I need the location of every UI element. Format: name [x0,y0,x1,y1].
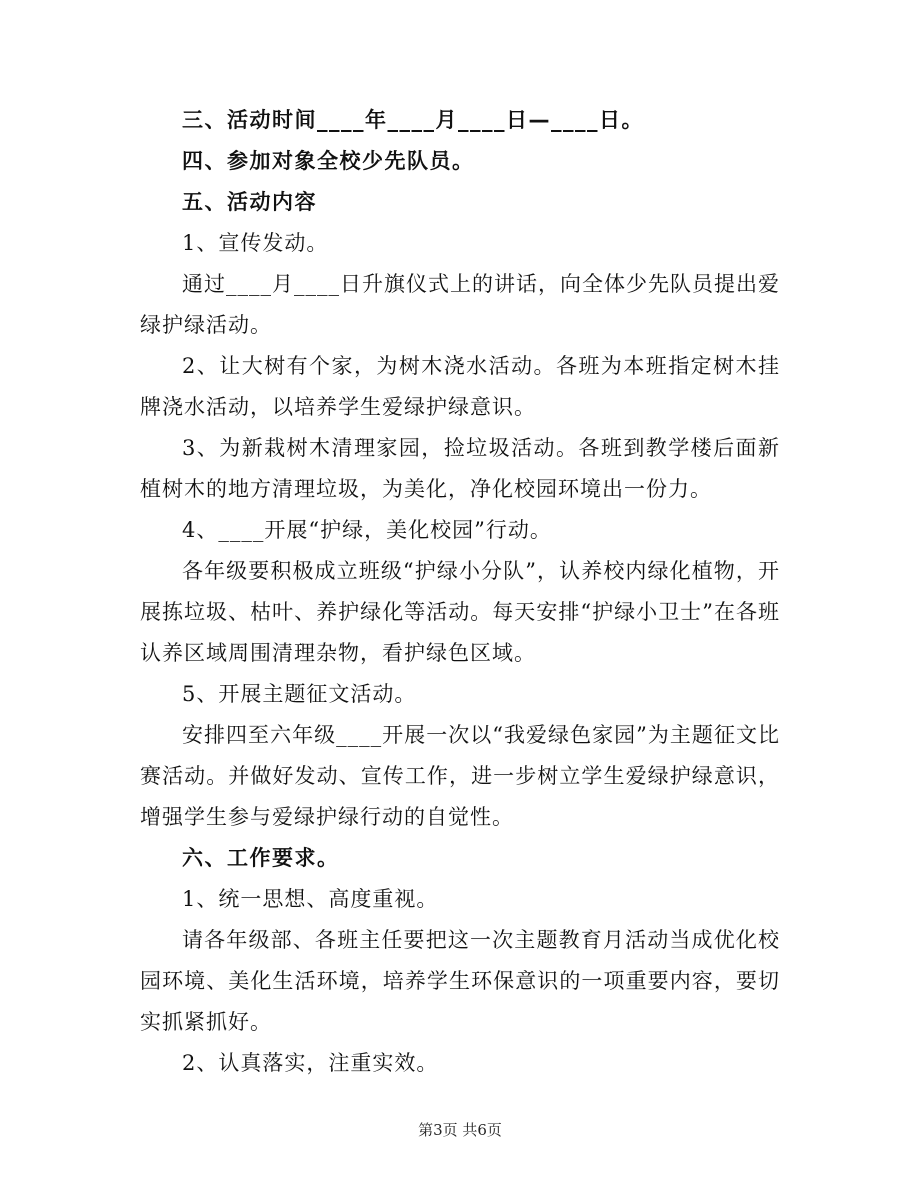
item-5-body: 安排四至六年级____开展一次以“我爱绿色家园”为主题征文比赛活动。并做好发动、宣传工作，进一步树立学生爱绿护绿意识，增强学生参与爱绿护绿行动的自觉性。 [140,723,780,829]
item-4-body: 各年级要积极成立班级“护绿小分队”，认养校内绿化植物，开展拣垃圾、枯叶、养护绿化等活动。每天安排“护绿小卫士”在各班认养区域周围清理杂物，看护绿色区域。 [140,559,780,665]
item-2: 2、让大树有个家，为树木浇水活动。各班为本班指定树木挂牌浇水活动，以培养学生爱绿护绿意识。 [140,354,780,419]
requirement-1-title: 1、统一思想、高度重视。 [182,887,439,911]
heading-activity-content: 五、活动内容 [182,190,317,214]
heading-participants: 四、参加对象全校少先队员。 [182,149,475,173]
item-4-title: 4、____开展“护绿，美化校园”行动。 [182,518,552,542]
page-number-footer: 第3页 共6页 [418,1121,502,1139]
requirement-2-title: 2、认真落实，注重实效。 [182,1051,439,1075]
item-3: 3、为新栽树木清理家园，捡垃圾活动。各班到教学楼后面新植树木的地方清理垃圾，为美化，净化校园环境出一份力。 [140,436,780,501]
requirement-1-body: 请各年级部、各班主任要把这一次主题教育月活动当成优化校园环境、美化生活环境，培养学生环保意识的一项重要内容，要切实抓紧抓好。 [140,928,780,1034]
heading-activity-time: 三、活动时间____年____月____日—____日。 [182,108,644,132]
item-5-title: 5、开展主题征文活动。 [182,682,417,706]
heading-work-requirements: 六、工作要求。 [182,846,340,870]
item-1-body: 通过____月____日升旗仪式上的讲话，向全体少先队员提出爱绿护绿活动。 [140,272,780,337]
document-body [140,100,780,1084]
item-1-title: 1、宣传发动。 [182,231,329,255]
